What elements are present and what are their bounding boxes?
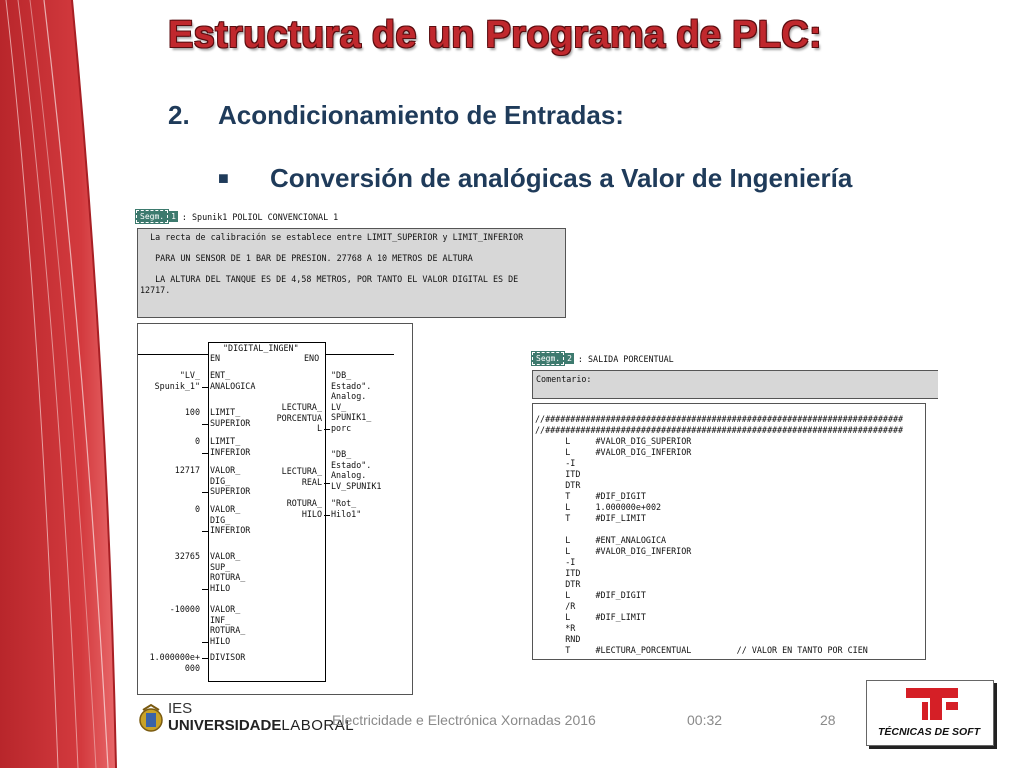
comment-line: PARA UN SENSOR DE 1 BAR DE PRESION. 27768 A 10 METROS DE ALTURA <box>140 253 473 264</box>
ts-emblem-icon <box>902 684 962 724</box>
fb-en: EN <box>210 353 221 363</box>
section-heading-text: Acondicionamiento de Entradas: <box>218 100 624 130</box>
fb-input-wire <box>202 453 208 454</box>
fb-input-value[interactable]: 100 <box>184 407 200 417</box>
fb-eno: ENO <box>304 353 320 363</box>
stl-code-editor[interactable] <box>532 403 926 660</box>
fb-input-wire <box>202 531 208 532</box>
fb-input-value[interactable]: 0 <box>194 436 200 446</box>
segment-number: 1 <box>171 212 176 221</box>
fb-output-wire <box>324 483 330 484</box>
fb-input-pin: LIMIT_ SUPERIOR <box>210 407 251 428</box>
code-line[interactable]: *R <box>535 623 576 633</box>
logo-light: LABORAL <box>281 717 355 734</box>
code-line[interactable]: T #DIF_LIMIT <box>535 513 646 523</box>
segment-tag[interactable]: Segm. <box>136 210 168 223</box>
code-line[interactable]: L #ENT_ANALOGICA <box>535 535 667 545</box>
comment-label: Comentario: <box>536 374 592 384</box>
square-bullet-icon: ■ <box>218 168 229 188</box>
fb-output-pin: LECTURA_ REAL <box>281 466 322 487</box>
stl-code <box>533 404 925 656</box>
decorative-red-band <box>0 0 120 768</box>
ies-universidade-laboral-logo <box>136 700 355 740</box>
slide-title: Estructura de un Programa de PLC: <box>168 14 822 56</box>
segment-title: : SALIDA PORCENTUAL <box>577 353 674 364</box>
segment-1-comment[interactable] <box>137 228 566 318</box>
fb-input-value[interactable]: 32765 <box>174 551 200 561</box>
code-line[interactable]: RND <box>535 634 581 644</box>
fb-output-value[interactable]: "DB_ Estado". Analog. LV_SPUNIK1 <box>331 449 382 491</box>
code-line[interactable]: ITD <box>535 469 581 479</box>
segment-2-comment[interactable] <box>532 370 938 399</box>
code-line[interactable]: /R <box>535 601 576 611</box>
segment-number: 2 <box>567 354 572 363</box>
comment-line: 12717. <box>140 284 171 295</box>
code-line[interactable]: L #VALOR_DIG_SUPERIOR <box>535 436 692 446</box>
segment-title: : Spunik1 POLIOL CONVENCIONAL 1 <box>181 211 339 222</box>
comment-line: La recta de calibración se establece entre LIMIT_SUPERIOR y LIMIT_INFERIOR <box>140 232 524 242</box>
fb-input-value[interactable]: 1.000000e+ 000 <box>149 652 200 673</box>
laboral-emblem-icon <box>136 702 166 738</box>
fb-input-wire <box>202 658 208 659</box>
code-line[interactable]: DTR <box>535 579 581 589</box>
segment-2-header <box>532 352 674 365</box>
code-line[interactable]: T #DIF_DIGIT <box>535 491 646 501</box>
comment-line <box>140 243 563 254</box>
code-line[interactable]: L #VALOR_DIG_INFERIOR <box>535 546 692 556</box>
footer-time: 00:32 <box>687 712 723 728</box>
power-rail <box>138 354 208 355</box>
code-line[interactable]: //####################################################################### <box>535 425 904 435</box>
fb-input-pin: VALOR_ DIG_ SUPERIOR <box>210 465 251 497</box>
logo-name <box>168 717 354 734</box>
fb-input-value[interactable]: 0 <box>194 504 200 514</box>
fb-input-wire <box>202 424 208 425</box>
segment-tag[interactable]: Segm. <box>532 352 564 365</box>
fb-name: "DIGITAL_INGEN" <box>223 343 299 353</box>
fb-input-wire <box>202 589 208 590</box>
tecnicas-de-soft-logo <box>866 680 996 748</box>
code-line[interactable]: L #DIF_DIGIT <box>535 590 646 600</box>
logo-ies: IES <box>168 700 193 717</box>
fb-input-pin: VALOR_ SUP_ ROTURA_ HILO <box>210 551 246 593</box>
bullet-text: Conversión de analógicas a Valor de Ingeniería <box>270 163 853 193</box>
fb-input-wire <box>202 492 208 493</box>
fb-input-pin: VALOR_ DIG_ INFERIOR <box>210 504 251 536</box>
section-number: 2. <box>168 100 190 130</box>
comment-text <box>138 229 565 299</box>
fb-output-value[interactable]: "DB_ Estado". Analog. LV_ SPUNIK1_ porc <box>331 370 372 433</box>
code-line[interactable]: L 1.000000e+002 <box>535 502 662 512</box>
logo-bold: UNIVERSIDADE <box>168 717 282 734</box>
code-line[interactable]: -I <box>535 557 576 567</box>
fb-input-value[interactable]: -10000 <box>169 604 200 614</box>
fb-output-pin: LECTURA_ PORCENTUA L <box>276 402 322 434</box>
fb-input-wire <box>202 387 208 388</box>
code-line[interactable]: T #LECTURA_PORCENTUAL // VALOR EN TANTO POR CIEN <box>535 645 868 655</box>
eno-line <box>324 354 394 355</box>
fb-input-pin: ENT_ ANALOGICA <box>210 370 256 391</box>
code-line[interactable]: L #DIF_LIMIT <box>535 612 646 622</box>
segment-1-header <box>136 210 338 223</box>
fb-input-wire <box>202 642 208 643</box>
bullet-item <box>218 163 852 194</box>
code-line[interactable]: DTR <box>535 480 581 490</box>
code-line[interactable]: -I <box>535 458 576 468</box>
comment-line <box>140 264 563 275</box>
fbd-network[interactable] <box>137 323 413 695</box>
fb-input-pin: VALOR_ INF_ ROTURA_ HILO <box>210 604 246 646</box>
fb-output-wire <box>324 515 330 516</box>
code-line[interactable]: //####################################################################### <box>535 414 904 424</box>
fb-output-value[interactable]: "Rot_ Hilo1" <box>331 498 362 519</box>
fb-output-wire <box>324 429 330 430</box>
fb-output-pin: ROTURA_ HILO <box>286 498 322 519</box>
code-line[interactable] <box>535 524 923 535</box>
comment-line: LA ALTURA DEL TANQUE ES DE 4,58 METROS, POR TANTO EL VALOR DIGITAL ES DE <box>140 274 519 285</box>
footer-event: Electricidade e Electrónica Xornadas 2016 <box>332 712 596 728</box>
fb-input-pin: LIMIT_ INFERIOR <box>210 436 251 457</box>
footer-page-number: 28 <box>820 712 836 728</box>
logo-text: TÉCNICAS DE SOFT <box>877 726 981 738</box>
fb-input-pin: DIVISOR <box>210 652 246 662</box>
fb-input-value[interactable]: "LV_ Spunik_1" <box>154 370 200 391</box>
fb-input-value[interactable]: 12717 <box>174 465 200 475</box>
code-line[interactable]: ITD <box>535 568 581 578</box>
code-line[interactable]: L #VALOR_DIG_INFERIOR <box>535 447 692 457</box>
section-heading <box>168 100 624 131</box>
